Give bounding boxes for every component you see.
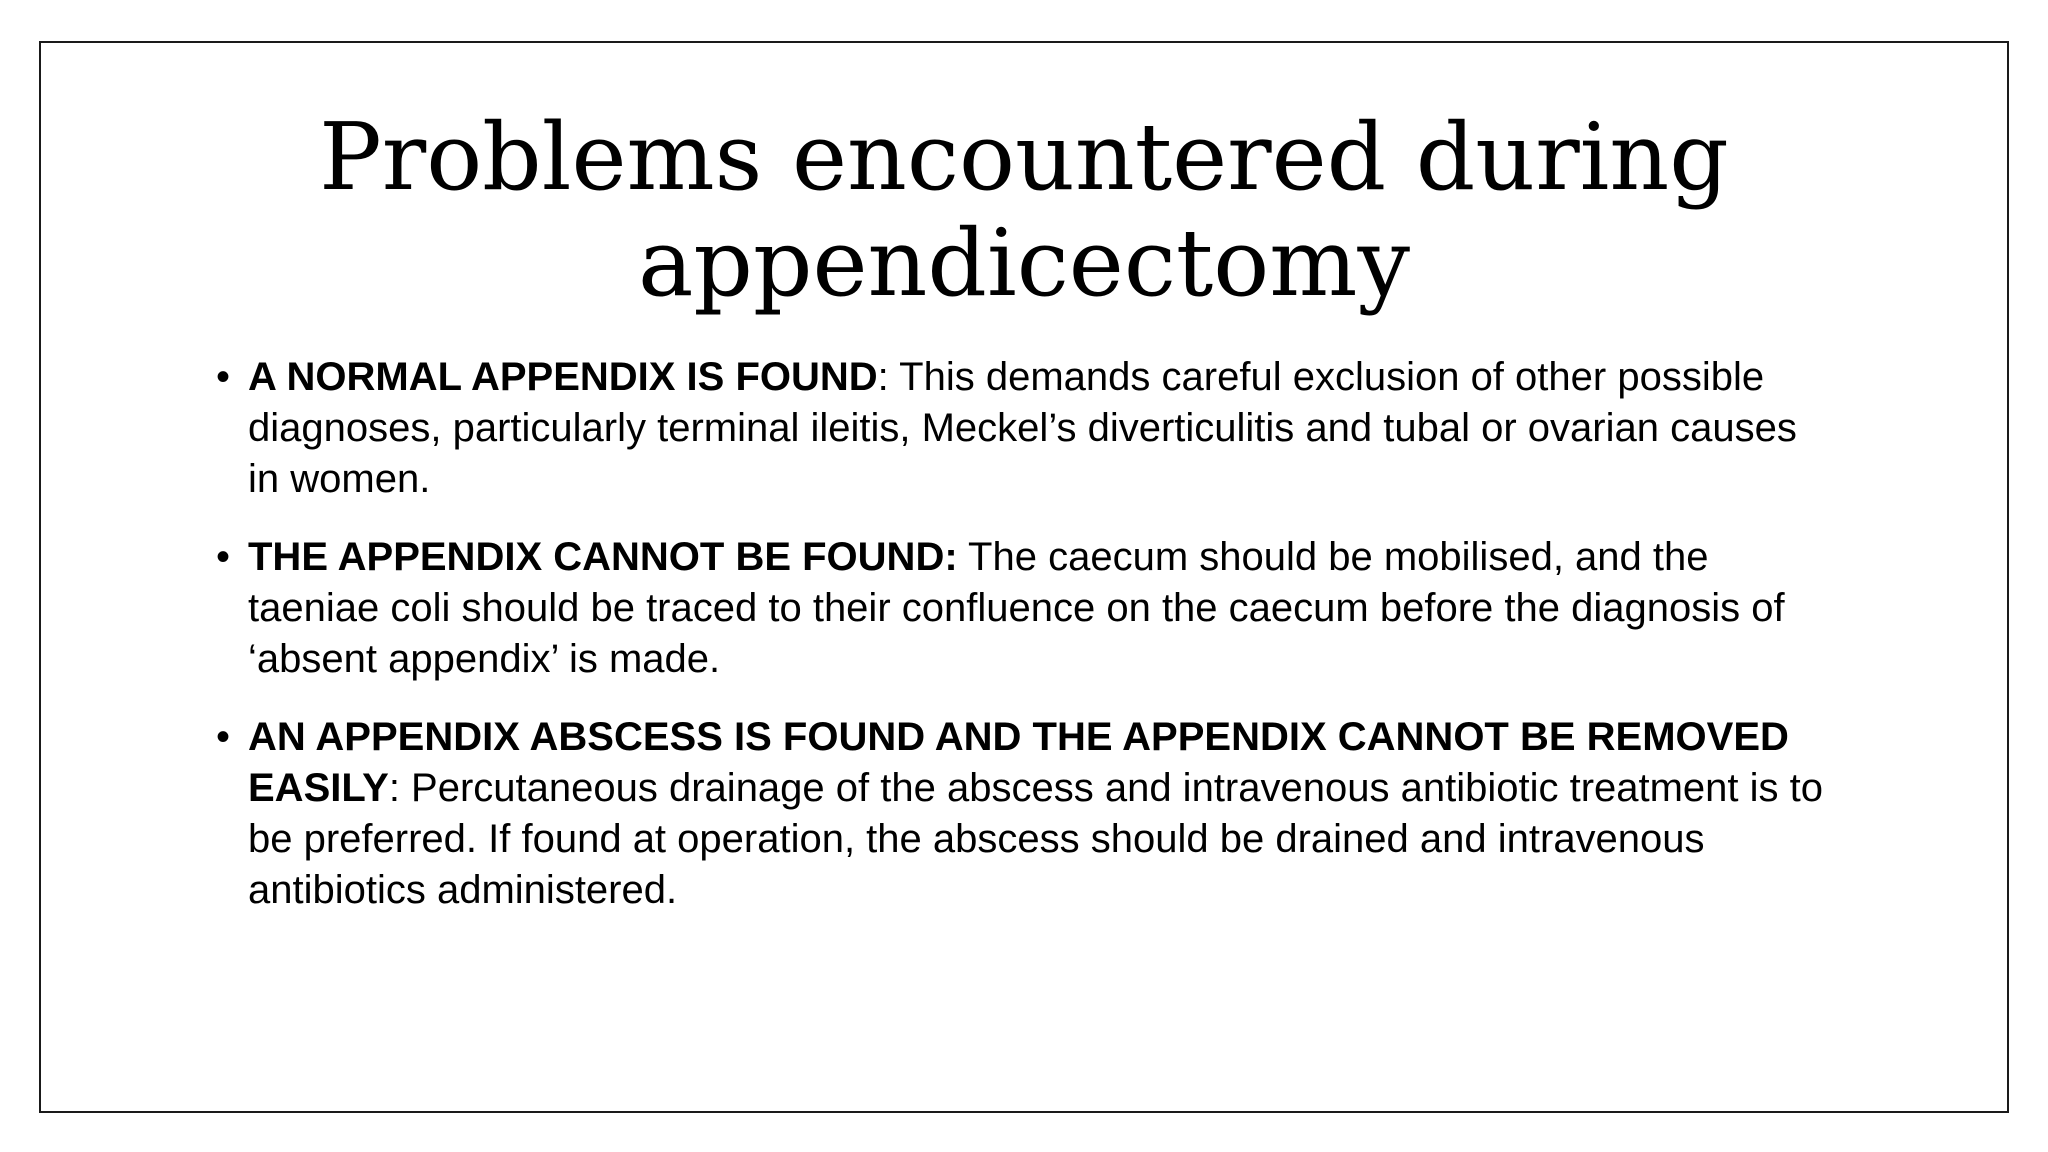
- bullet-dot-icon: •: [216, 715, 231, 759]
- bullet-heading: A NORMAL APPENDIX IS FOUND: [248, 355, 878, 399]
- bullet-dot-icon: •: [216, 535, 231, 579]
- bullet-dot-icon: •: [216, 355, 231, 399]
- bullet-item-appendix-abscess: [216, 712, 1836, 916]
- bullet-list: [216, 352, 1836, 943]
- bullet-text: : Percutaneous drainage of the abscess and intravenous antibiotic treatment is to be preferred. If found at operation, the abscess should be drained and intravenous antibiotics administered.: [248, 766, 1824, 912]
- bullet-text: : This demands careful exclusion of other possible diagnoses, particularly terminal ileitis, Meckel’s diverticulitis and tubal or ovarian causes in women.: [248, 355, 1797, 501]
- bullet-item-appendix-not-found: [216, 532, 1836, 685]
- bullet-item-normal-appendix: [216, 352, 1836, 505]
- slide-title: Problems encountered during appendicectomy: [319, 103, 1729, 317]
- bullet-text: The caecum should be mobilised, and the taeniae coli should be traced to their confluence on the caecum before the diagnosis of ‘absent appendix’ is made.: [248, 535, 1785, 681]
- bullet-heading: THE APPENDIX CANNOT BE FOUND:: [248, 535, 958, 579]
- bullet-heading: AN APPENDIX ABSCESS IS FOUND AND THE APPENDIX CANNOT BE REMOVED EASILY: [248, 715, 1789, 810]
